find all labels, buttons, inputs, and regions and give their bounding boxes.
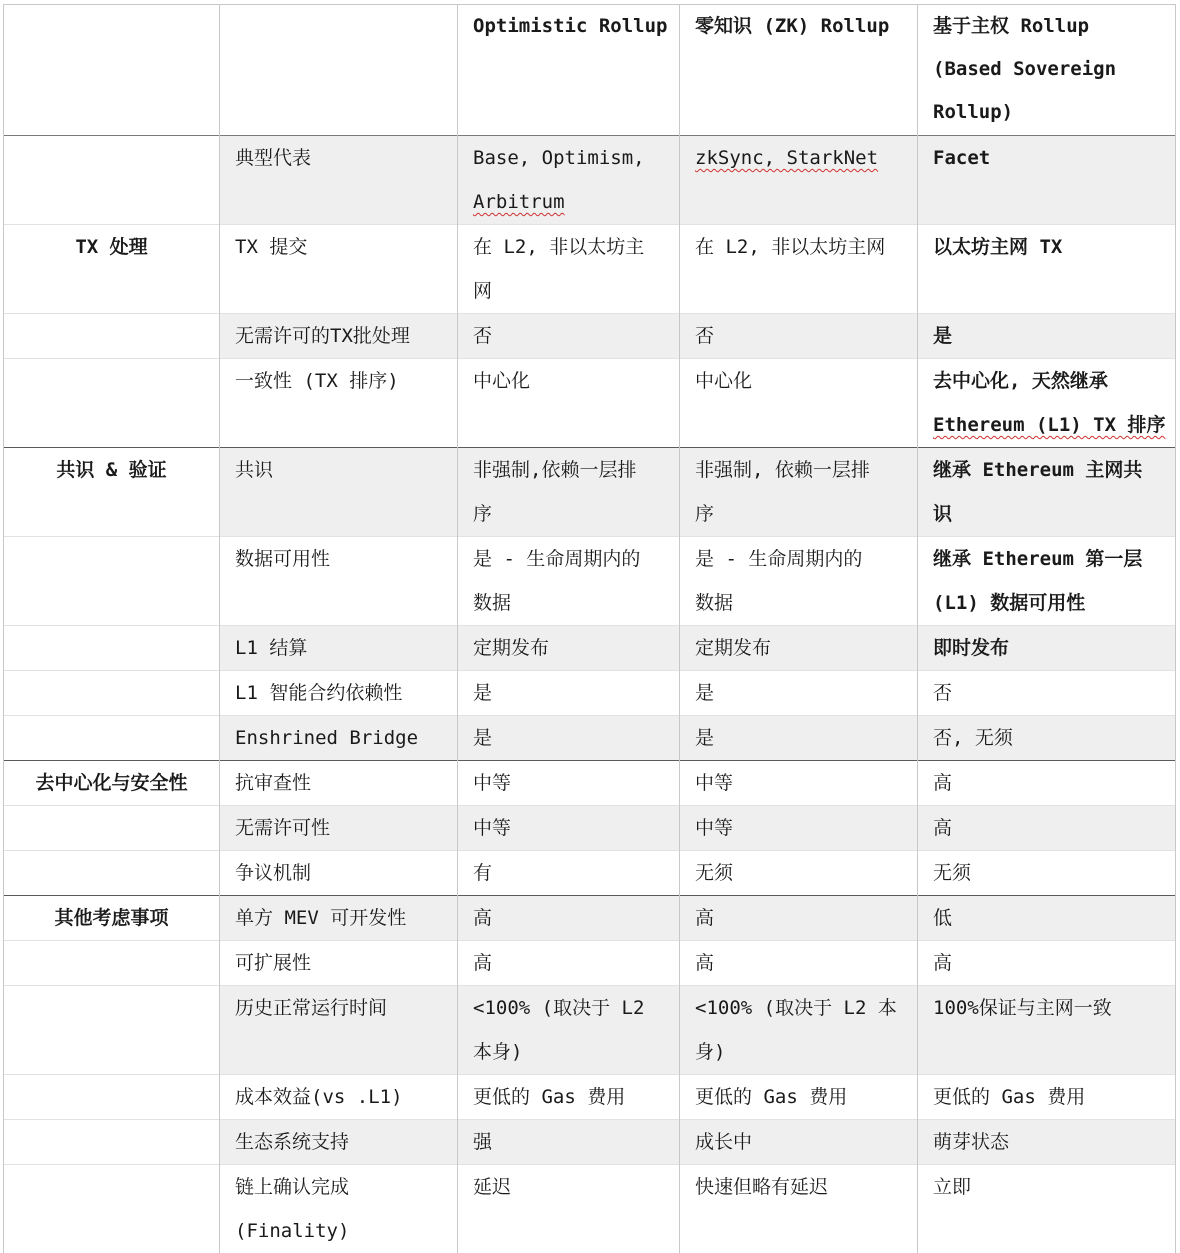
table-row: L1 结算 定期发布 定期发布 即时发布 xyxy=(4,626,1176,671)
table-row: 无需许可性 中等 中等 高 xyxy=(4,806,1176,851)
category-consensus: 共识 & 验证 xyxy=(4,448,220,537)
table-row: L1 智能合约依赖性 是 是 否 xyxy=(4,671,1176,716)
header-row xyxy=(4,5,1176,136)
table-row: 一致性 (TX 排序) 中心化 中心化 去中心化, 天然继承 Ethereum (L1) TX 排序 xyxy=(4,359,1176,448)
category-tx: TX 处理 xyxy=(4,225,220,314)
table-row: 共识 & 验证 共识 非强制,依赖一层排 序 非强制, 依赖一层排 序 继承 Ethereum 主网共 识 xyxy=(4,448,1176,537)
table-row: 链上确认完成 (Finality) 延迟 快速但略有延迟 立即 xyxy=(4,1165,1176,1253)
table-row: Enshrined Bridge 是 是 否, 无须 xyxy=(4,716,1176,761)
table-row: 生态系统支持 强 成长中 萌芽状态 xyxy=(4,1120,1176,1165)
header-zk: 零知识 (ZK) Rollup xyxy=(680,5,918,136)
table-row: TX 处理 TX 提交 在 L2, 非以太坊主 网 在 L2, 非以太坊主网 以太坊主网 TX xyxy=(4,225,1176,314)
table-row: 其他考虑事项 单方 MEV 可开发性 高 高 低 xyxy=(4,896,1176,941)
header-empty-cat xyxy=(4,5,220,136)
table-row: 典型代表 Base, Optimism, Arbitrum zkSync, StarkNet Facet xyxy=(4,136,1176,225)
table-row: 历史正常运行时间 <100% (取决于 L2 本身) <100% (取决于 L2 本 身) 100%保证与主网一致 xyxy=(4,986,1176,1075)
table-row: 无需许可的TX批处理 否 否 是 xyxy=(4,314,1176,359)
category-decentralization: 去中心化与安全性 xyxy=(4,761,220,806)
table-row: 去中心化与安全性 抗审查性 中等 中等 高 xyxy=(4,761,1176,806)
header-optimistic: Optimistic Rollup xyxy=(458,5,680,136)
table-row: 数据可用性 是 - 生命周期内的 数据 是 - 生命周期内的 数据 继承 Ethereum 第一层 (L1) 数据可用性 xyxy=(4,537,1176,626)
table-row: 争议机制 有 无须 无须 xyxy=(4,851,1176,896)
table-row: 成本效益(vs .L1) 更低的 Gas 费用 更低的 Gas 费用 更低的 Gas 费用 xyxy=(4,1075,1176,1120)
comparison-table xyxy=(3,4,1176,1253)
table-row: 可扩展性 高 高 高 xyxy=(4,941,1176,986)
header-sovereign: 基于主权 Rollup (Based Sovereign Rollup) xyxy=(918,5,1176,136)
category-other: 其他考虑事项 xyxy=(4,896,220,941)
header-empty-label xyxy=(220,5,458,136)
